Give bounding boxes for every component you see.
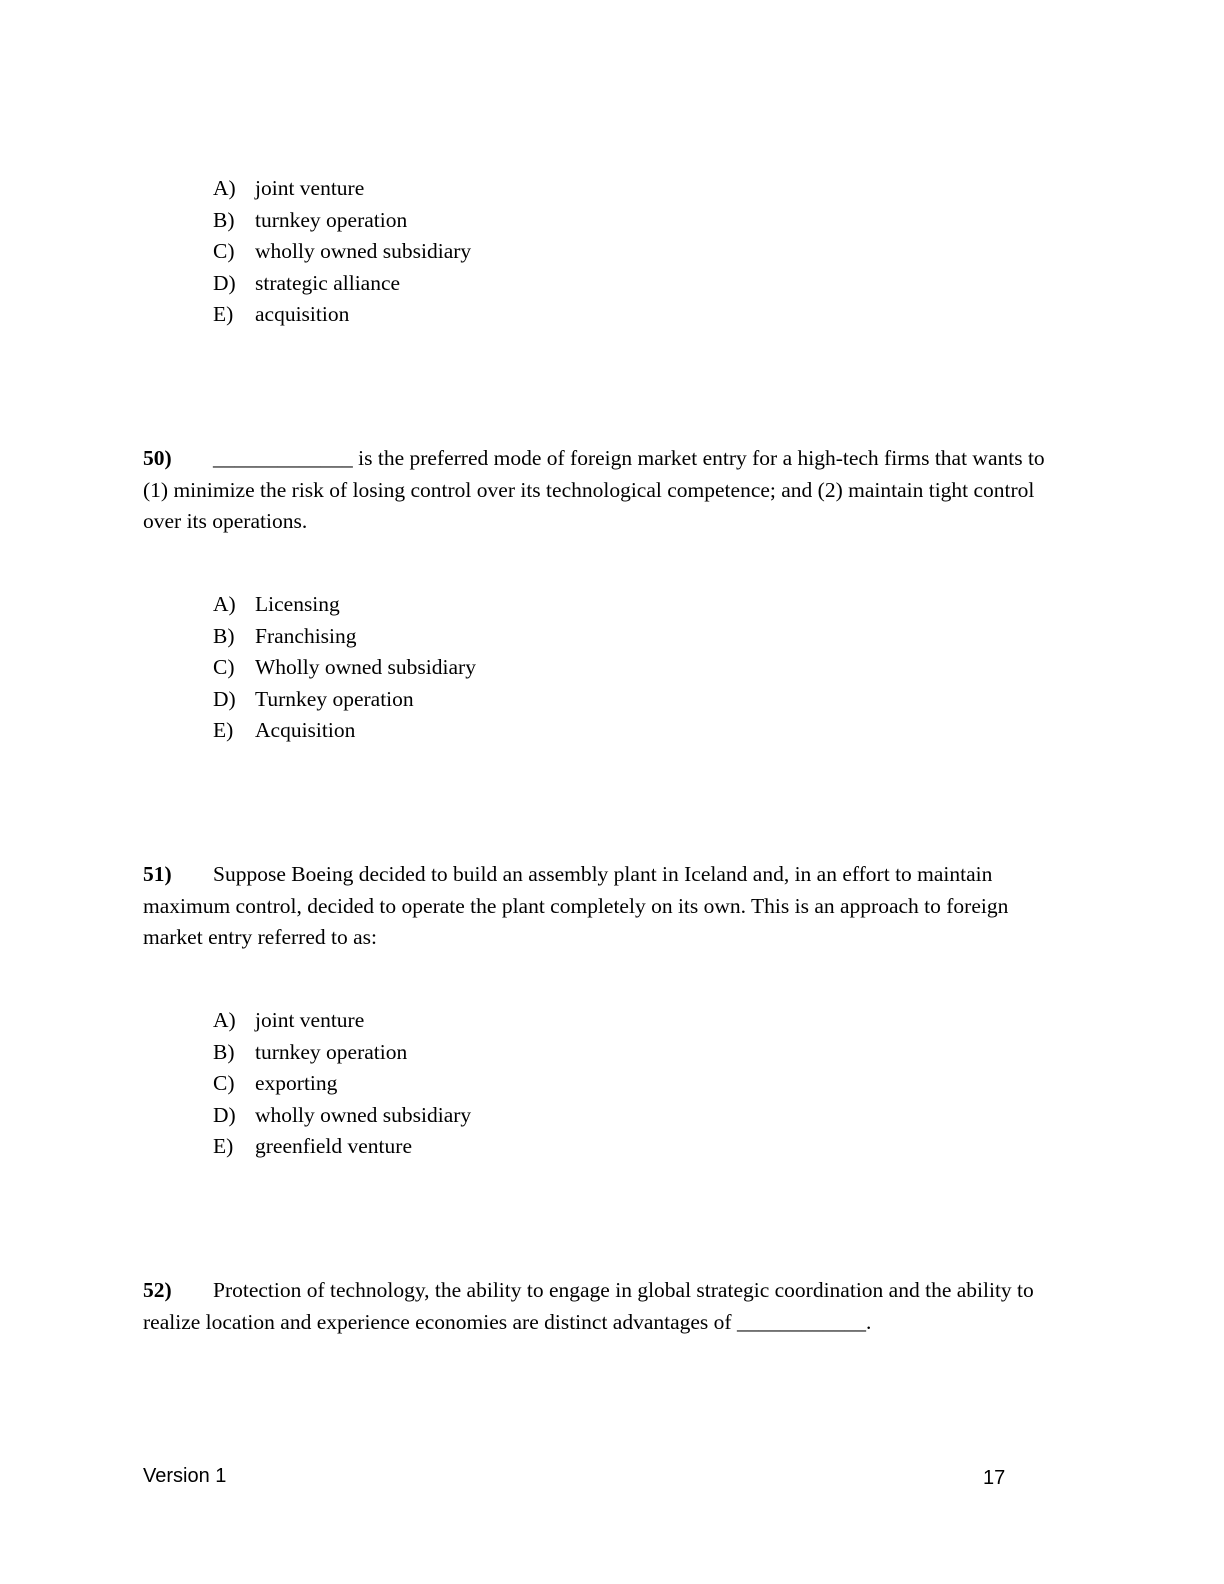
- q51-option-a: A) joint venture: [213, 1008, 365, 1032]
- q49-option-d: D) strategic alliance: [213, 270, 401, 295]
- q50-text: _____________ is the preferred mode of foreign market entry for a high-tech firms that wants to (1) minimize the risk of losing control over its technological competence; and (2) maintain tight control over its operations.: [143, 446, 1045, 533]
- q51-number: 51): [143, 862, 172, 886]
- q50-option-b: B) Franchising: [213, 623, 357, 648]
- footer-version: Version 1: [143, 1465, 227, 1487]
- q49-option-a: A) joint venture: [213, 176, 365, 200]
- q51-option-d: D) wholly owned subsidiary: [213, 1102, 472, 1127]
- q50-stem: [143, 443, 1063, 538]
- q49-option-c: C) wholly owned subsidiary: [213, 239, 472, 263]
- q52-number: 52): [143, 1278, 172, 1302]
- q50-option-a: A) Licensing: [213, 592, 340, 616]
- q52-stem: [143, 1275, 1063, 1338]
- q51-stem: [143, 859, 1063, 954]
- q50-options: [213, 589, 476, 747]
- q51-options: [213, 1005, 471, 1163]
- q50-number: 50): [143, 446, 172, 470]
- q51-option-b: B) turnkey operation: [213, 1039, 408, 1064]
- q49-options: [213, 173, 471, 331]
- q50-option-e: E) Acquisition: [213, 718, 356, 742]
- q52-text: Protection of technology, the ability to engage in global strategic coordination and the ability to realize location and experience economies are distinct advantages of ____________.: [143, 1278, 1034, 1334]
- q50-option-c: C) Wholly owned subsidiary: [213, 655, 476, 679]
- q51-option-c: C) exporting: [213, 1071, 338, 1095]
- q51-option-e: E) greenfield venture: [213, 1134, 412, 1158]
- q49-option-b: B) turnkey operation: [213, 207, 408, 232]
- q50-option-d: D) Turnkey operation: [213, 686, 414, 711]
- q49-option-e: E) acquisition: [213, 302, 350, 326]
- q51-text: Suppose Boeing decided to build an assembly plant in Iceland and, in an effort to maintain maximum control, decided to operate the plant completely on its own. This is an approach to foreign market entry referred to as:: [143, 862, 1009, 949]
- footer-page-number: 17: [983, 1467, 1006, 1489]
